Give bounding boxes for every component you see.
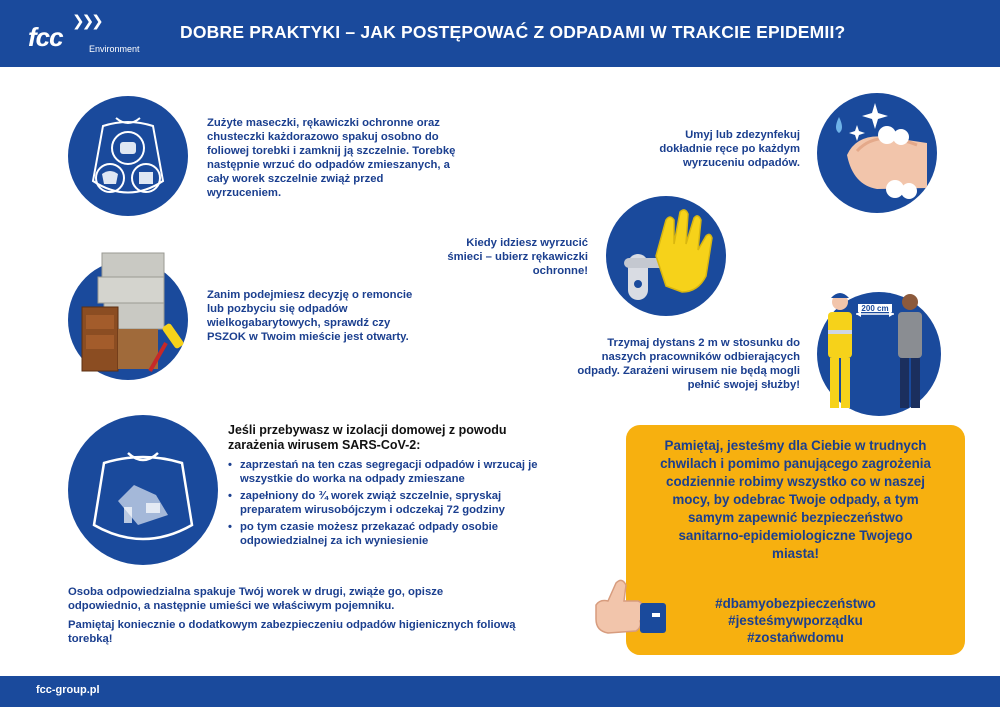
isolation-note-1: Osoba odpowiedzialna spakuje Twój worek w drugi, zwiąże go, opisze odpowiednio, a następnie umieści we właściwym pojemniku.: [68, 586, 444, 612]
isolation-bullet: • po tym czasie możesz przekazać odpady osobie odpowiedzialnej za ich wyniesienie: [228, 520, 553, 548]
reminder-text: Pamiętaj, jesteśmy dla Ciebie w trudnych chwilach i pomimo panującego zagrożenia codziennie robimy wszystko co w naszej mocy, by odebrac Twoje odpady, a tym samym zapewnić bezpieczeństwo sanitarno-epidemiologiczne Twojego miasta!: [660, 438, 931, 561]
distance-workers-icon: [812, 288, 947, 418]
footer-url-link[interactable]: fcc-group.pl: [36, 684, 100, 696]
footer-bar: [0, 676, 1000, 707]
distance-tip-text: Trzymaj dystans 2 m w stosunku do naszych pracowników odbierających odpady. Zarażeni wirusem nie będą mogli pełnić swojej służby!: [577, 337, 800, 391]
isolation-bag-icon: [68, 415, 218, 565]
thumbs-up-icon: [586, 575, 686, 645]
hashtag[interactable]: #jesteśmywporządku: [728, 613, 863, 628]
wash-hands-tip-text: Umyj lub zdezynfekuj dokładnie ręce po każdym wyrzuceniu odpadów.: [659, 129, 800, 169]
glove-door-handle-icon: [606, 196, 726, 316]
isolation-bullets: [228, 458, 553, 551]
isolation-bullet: • zaprzestań na ten czas segregacji odpadów i wrzucaj je wszystkie do worka na odpady zmieszane: [228, 458, 553, 486]
logo-subtitle: Environment: [89, 44, 140, 54]
furniture-bricks-icon: [70, 245, 200, 385]
trash-bag-masks-icon: [68, 96, 188, 216]
logo-arrows-icon: ❯❯❯: [72, 13, 101, 30]
hashtag[interactable]: #dbamyobezpieczeństwo: [715, 596, 876, 611]
page-title: DOBRE PRAKTYKI – JAK POSTĘPOWAĆ Z ODPADAMI W TRAKCIE EPIDEMII?: [180, 22, 846, 42]
renovation-tip-text: Zanim podejmiesz decyzję o remoncie lub pozbyciu się odpadów wielkogabarytowych, sprawdź czy PSZOK w Twoim mieście jest otwarty.: [207, 289, 413, 343]
distance-label: 200 cm: [861, 304, 889, 313]
hashtag[interactable]: #zostańwdomu: [747, 630, 844, 645]
masks-tip-text: Zużyte maseczki, rękawiczki ochronne oraz chusteczki każdorazowo spakuj osobno do foliowej torebki i zamknij ją szczelnie. Torebkę następnie wrzuć do odpadów zmieszanych, a cały worek szczelnie zwiąż przed wyrzuceniem.: [207, 117, 456, 199]
isolation-bullet: • zapełniony do ¾ worek zwiąż szczelnie, spryskaj preparatem wirusobójczym i odczekaj 72 godziny: [228, 489, 553, 517]
isolation-note-2: Pamiętaj koniecznie o dodatkowym zabezpieczeniu odpadów higienicznych foliową torebką!: [68, 619, 516, 645]
logo-text: fcc: [28, 22, 63, 52]
header-bar: [0, 0, 1000, 67]
gloves-tip-text: Kiedy idziesz wyrzucić śmieci – ubierz rękawiczki ochronne!: [447, 237, 588, 277]
washing-hands-icon: [817, 93, 937, 213]
isolation-heading: Jeśli przebywasz w izolacji domowej z powodu zarażenia wirusem SARS-CoV-2:: [228, 423, 507, 452]
